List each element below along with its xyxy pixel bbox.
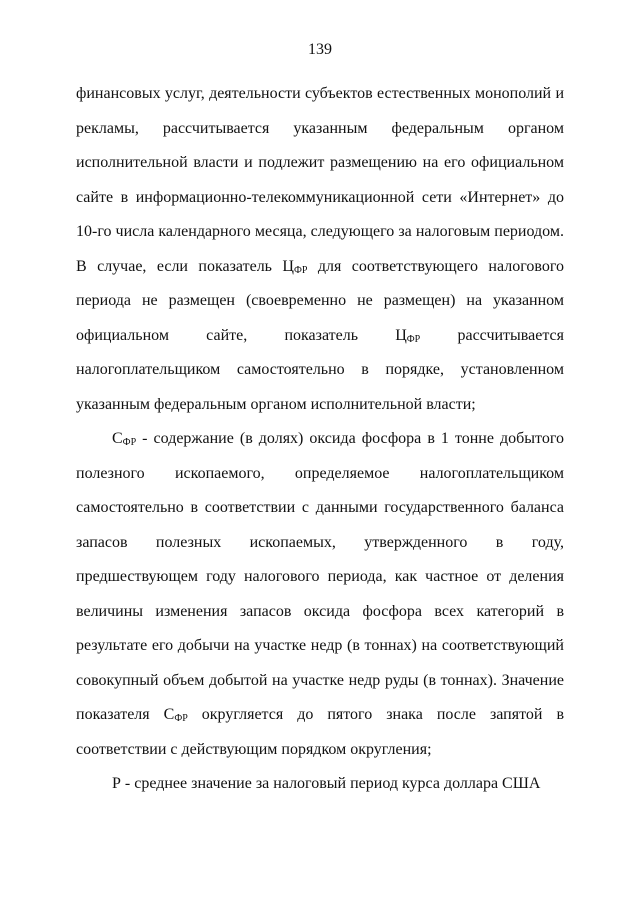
page-number: 139 [308, 41, 332, 58]
paragraph-text: округляется до пятого знака после запятой в соответствии с действующим порядком округления; [76, 706, 564, 758]
paragraph-r-definition [76, 767, 564, 802]
subscript-fr: ФР [122, 437, 137, 448]
paragraph-text: рассчитывается налогоплательщиком самостоятельно в порядке, установленном указанным федеральным органом исполнительной власти; [76, 326, 564, 413]
subscript-fr: ФР [293, 264, 308, 276]
subscript-fr: ФР [406, 333, 421, 345]
paragraph-text: финансовых услуг, деятельности субъектов естественных монополий и рекламы, рассчитывается указанным федеральным органом исполнительной власти и подлежит размещению на его официальном сайте в информационно-телекоммуникационной сети «Интернет» до 10-го числа календарного месяца, следующего за налоговым периодом. В случае, если показатель Ц [76, 85, 564, 275]
paragraph-text: для соответствующего налогового периода не размещен (своевременно не размещен) на указанном официальном сайте, показатель Ц [76, 257, 564, 344]
paragraph-sfr-definition [76, 422, 564, 767]
subscript-fr: ФР [174, 713, 188, 724]
paragraph-text: - содержание (в долях) оксида фосфора в 1 тонне добытого полезного ископаемого, определяемое налогоплательщиком самостоятельно в соответствии с данными государственного баланса запасов полезных ископаемых, утвержденного в году, предшествующем году налогового периода, как частное от деления величины изменения запасов оксида фосфора всех категорий в результате его добычи на участке недр (в тоннах) на соответствующий совокупный объем добытой на участке недр руды (в тоннах). Значение показателя С [76, 430, 564, 723]
paragraph-text: С [112, 430, 123, 447]
paragraph-text: Р - среднее значение за налоговый период курса доллара США [112, 775, 541, 792]
document-body [76, 77, 564, 802]
paragraph-continuation [76, 77, 564, 422]
